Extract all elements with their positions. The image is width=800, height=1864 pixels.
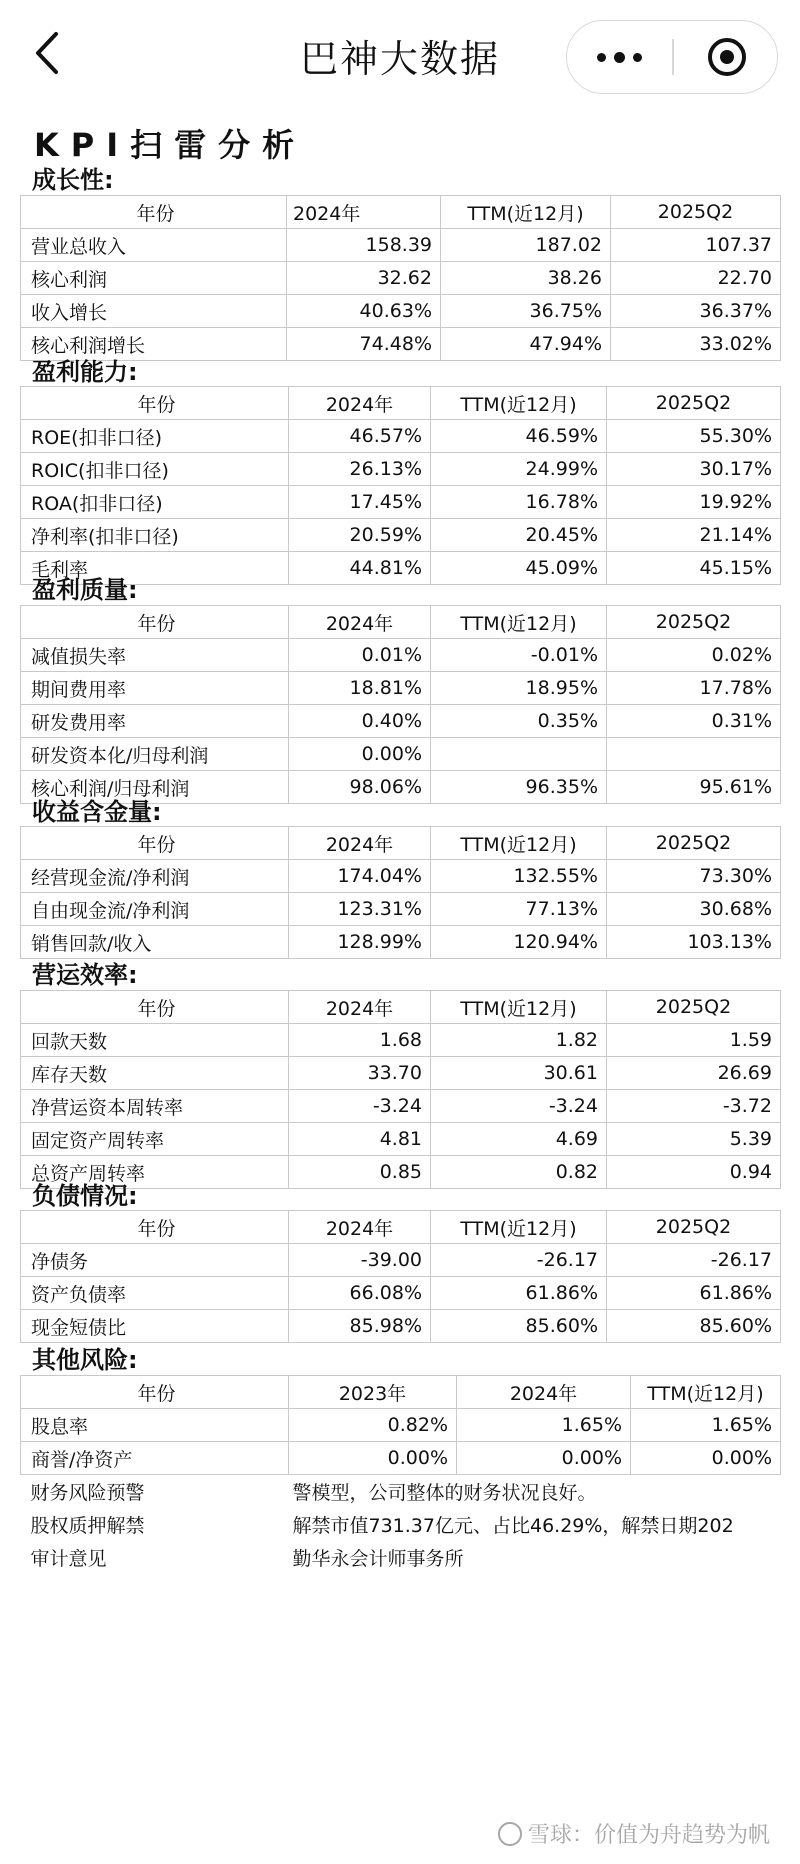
value-cell: 0.02% bbox=[607, 639, 781, 672]
row-label: 核心利润 bbox=[21, 262, 287, 295]
text-value-cell: 解禁市值731.37亿元、占比46.29%，解禁日期202 bbox=[292, 1514, 734, 1537]
value-cell: 17.78% bbox=[607, 672, 781, 705]
value-cell: 1.82 bbox=[431, 1024, 607, 1057]
row-label: 收入增长 bbox=[21, 295, 287, 328]
row-label: 固定资产周转率 bbox=[21, 1123, 289, 1156]
header-cell-period: 2025Q2 bbox=[611, 196, 781, 229]
value-cell: 0.85 bbox=[289, 1156, 431, 1189]
value-cell: 21.14% bbox=[607, 519, 781, 552]
header-cell-label: 年份 bbox=[21, 606, 289, 639]
value-cell: 120.94% bbox=[431, 926, 607, 959]
watermark bbox=[498, 1818, 770, 1849]
text-value-cell: 勤华永会计师事务所 bbox=[292, 1547, 464, 1570]
row-label: 核心利润/归母利润 bbox=[21, 771, 289, 804]
value-cell: -26.17 bbox=[431, 1244, 607, 1277]
page-title: KPI扫雷分析 bbox=[34, 126, 307, 164]
value-cell: 98.06% bbox=[289, 771, 431, 804]
value-cell: 66.08% bbox=[289, 1277, 431, 1310]
value-cell: -3.72 bbox=[607, 1090, 781, 1123]
table-cash bbox=[20, 826, 781, 959]
header-cell-period: TTM(近12月) bbox=[431, 991, 607, 1024]
value-cell: 0.35% bbox=[431, 705, 607, 738]
value-cell: 26.69 bbox=[607, 1057, 781, 1090]
value-cell: 5.39 bbox=[607, 1123, 781, 1156]
table-row bbox=[21, 295, 781, 328]
section-title-growth: 成长性: bbox=[32, 166, 114, 194]
table-row bbox=[21, 229, 781, 262]
header-cell-label: 年份 bbox=[21, 827, 289, 860]
value-cell: 0.00% bbox=[289, 1442, 457, 1475]
value-cell: 30.68% bbox=[607, 893, 781, 926]
row-label: 自由现金流/净利润 bbox=[21, 893, 289, 926]
table-row-text bbox=[21, 1475, 781, 1508]
more-dots-icon bbox=[597, 53, 606, 62]
row-label: 总资产周转率 bbox=[21, 1156, 289, 1189]
row-label: ROA(扣非口径) bbox=[21, 486, 289, 519]
value-cell: 128.99% bbox=[289, 926, 431, 959]
value-cell: 0.01% bbox=[289, 639, 431, 672]
table-row bbox=[21, 1123, 781, 1156]
more-button[interactable] bbox=[567, 21, 671, 93]
value-cell: 45.09% bbox=[431, 552, 607, 585]
more-dot-center bbox=[614, 52, 625, 63]
table-row bbox=[21, 262, 781, 295]
value-cell: 0.31% bbox=[607, 705, 781, 738]
table-row bbox=[21, 893, 781, 926]
value-cell: 96.35% bbox=[431, 771, 607, 804]
value-cell: 1.65% bbox=[457, 1409, 631, 1442]
value-cell bbox=[607, 738, 781, 771]
xueqiu-logo-icon bbox=[498, 1822, 522, 1846]
value-cell: 0.82% bbox=[289, 1409, 457, 1442]
table-header-row bbox=[21, 1376, 781, 1409]
header-cell-period: TTM(近12月) bbox=[441, 196, 611, 229]
header-cell-period: 2024年 bbox=[289, 606, 431, 639]
table-row bbox=[21, 1090, 781, 1123]
row-label: 回款天数 bbox=[21, 1024, 289, 1057]
table-row bbox=[21, 738, 781, 771]
row-label: 减值损失率 bbox=[21, 639, 289, 672]
row-label: 审计意见 bbox=[30, 1547, 107, 1570]
section-title-profitability: 盈利能力: bbox=[32, 358, 138, 386]
row-label: 财务风险预警 bbox=[30, 1481, 145, 1504]
row-label: 净利率(扣非口径) bbox=[21, 519, 289, 552]
table-row bbox=[21, 1024, 781, 1057]
section-title-cash: 收益含金量: bbox=[32, 798, 162, 826]
value-cell: 46.59% bbox=[431, 420, 607, 453]
value-cell: 33.70 bbox=[289, 1057, 431, 1090]
value-cell: 19.92% bbox=[607, 486, 781, 519]
value-cell: -26.17 bbox=[607, 1244, 781, 1277]
header-cell-period: TTM(近12月) bbox=[431, 606, 607, 639]
back-button[interactable] bbox=[30, 28, 70, 78]
value-cell: 36.37% bbox=[611, 295, 781, 328]
close-mini-program-button[interactable] bbox=[675, 21, 779, 93]
value-cell: 187.02 bbox=[441, 229, 611, 262]
row-label: 研发费用率 bbox=[21, 705, 289, 738]
value-cell: 1.68 bbox=[289, 1024, 431, 1057]
value-cell: 47.94% bbox=[441, 328, 611, 361]
table-quality bbox=[20, 605, 781, 804]
value-cell: 33.02% bbox=[611, 328, 781, 361]
header-cell-period: 2024年 bbox=[457, 1376, 631, 1409]
value-cell: 16.78% bbox=[431, 486, 607, 519]
value-cell: 45.15% bbox=[607, 552, 781, 585]
row-label: ROE(扣非口径) bbox=[21, 420, 289, 453]
row-label: 股息率 bbox=[21, 1409, 289, 1442]
capsule-divider bbox=[672, 39, 674, 75]
table-header-row bbox=[21, 827, 781, 860]
value-cell: 132.55% bbox=[431, 860, 607, 893]
value-cell: 32.62 bbox=[287, 262, 441, 295]
section-title-other: 其他风险: bbox=[32, 1346, 138, 1374]
table-row bbox=[21, 486, 781, 519]
header-cell-label: 年份 bbox=[21, 387, 289, 420]
header-cell-period: 2024年 bbox=[289, 991, 431, 1024]
value-cell: 4.81 bbox=[289, 1123, 431, 1156]
row-label: 现金短债比 bbox=[21, 1310, 289, 1343]
value-cell: 77.13% bbox=[431, 893, 607, 926]
value-cell: 0.82 bbox=[431, 1156, 607, 1189]
header-cell-period: TTM(近12月) bbox=[431, 387, 607, 420]
value-cell: 174.04% bbox=[289, 860, 431, 893]
value-cell: 44.81% bbox=[289, 552, 431, 585]
value-cell: 40.63% bbox=[287, 295, 441, 328]
table-row bbox=[21, 420, 781, 453]
header-cell-period: 2025Q2 bbox=[607, 1211, 781, 1244]
value-cell: 0.00% bbox=[289, 738, 431, 771]
table-row-text bbox=[21, 1541, 781, 1574]
value-cell: 85.60% bbox=[431, 1310, 607, 1343]
header-cell-period: 2024年 bbox=[289, 1211, 431, 1244]
header-cell-period: 2025Q2 bbox=[607, 827, 781, 860]
value-cell: 55.30% bbox=[607, 420, 781, 453]
row-label: 股权质押解禁 bbox=[30, 1514, 145, 1537]
value-cell: 0.00% bbox=[457, 1442, 631, 1475]
value-cell: 1.59 bbox=[607, 1024, 781, 1057]
value-cell: 18.95% bbox=[431, 672, 607, 705]
value-cell bbox=[431, 738, 607, 771]
row-label: 营业总收入 bbox=[21, 229, 287, 262]
table-header-row bbox=[21, 1211, 781, 1244]
header-cell-period: 2025Q2 bbox=[607, 606, 781, 639]
value-cell: 30.61 bbox=[431, 1057, 607, 1090]
value-cell: 123.31% bbox=[289, 893, 431, 926]
table-row bbox=[21, 1057, 781, 1090]
row-label: 净营运资本周转率 bbox=[21, 1090, 289, 1123]
section-title-quality: 盈利质量: bbox=[32, 576, 138, 604]
value-cell: 24.99% bbox=[431, 453, 607, 486]
header-cell-period: TTM(近12月) bbox=[431, 827, 607, 860]
row-label: 库存天数 bbox=[21, 1057, 289, 1090]
header-cell-period: 2023年 bbox=[289, 1376, 457, 1409]
more-dot-right bbox=[633, 53, 642, 62]
header-cell-period: TTM(近12月) bbox=[631, 1376, 781, 1409]
row-label: 资产负债率 bbox=[21, 1277, 289, 1310]
value-cell: 20.59% bbox=[289, 519, 431, 552]
table-profitability bbox=[20, 386, 781, 585]
table-efficiency bbox=[20, 990, 781, 1189]
app-title: 巴神大数据 bbox=[299, 37, 500, 81]
value-cell: -0.01% bbox=[431, 639, 607, 672]
value-cell: 61.86% bbox=[607, 1277, 781, 1310]
row-label: 销售回款/收入 bbox=[21, 926, 289, 959]
table-header-row bbox=[21, 606, 781, 639]
watermark-text: 雪球：价值为舟趋势为帆 bbox=[528, 1823, 771, 1848]
target-circle-icon bbox=[708, 38, 746, 76]
row-label: 毛利率 bbox=[21, 552, 289, 585]
table-row bbox=[21, 672, 781, 705]
table-row bbox=[21, 519, 781, 552]
row-label: 期间费用率 bbox=[21, 672, 289, 705]
header-cell-label: 年份 bbox=[21, 991, 289, 1024]
table-row bbox=[21, 1409, 781, 1442]
table-row-text bbox=[21, 1508, 781, 1541]
value-cell: 26.13% bbox=[289, 453, 431, 486]
value-cell: -3.24 bbox=[289, 1090, 431, 1123]
table-row bbox=[21, 639, 781, 672]
row-label: 核心利润增长 bbox=[21, 328, 287, 361]
row-label: ROIC(扣非口径) bbox=[21, 453, 289, 486]
header-cell-label: 年份 bbox=[21, 1376, 289, 1409]
value-cell: 158.39 bbox=[287, 229, 441, 262]
header-cell-label: 年份 bbox=[21, 196, 287, 229]
table-row bbox=[21, 705, 781, 738]
value-cell: 61.86% bbox=[431, 1277, 607, 1310]
value-cell: -3.24 bbox=[431, 1090, 607, 1123]
value-cell: 107.37 bbox=[611, 229, 781, 262]
value-cell: 36.75% bbox=[441, 295, 611, 328]
table-header-row bbox=[21, 196, 781, 229]
table-header-row bbox=[21, 387, 781, 420]
value-cell: 0.40% bbox=[289, 705, 431, 738]
text-value-cell: 警模型，公司整体的财务状况良好。 bbox=[292, 1481, 597, 1504]
value-cell: 46.57% bbox=[289, 420, 431, 453]
value-cell: 95.61% bbox=[607, 771, 781, 804]
table-header-row bbox=[21, 991, 781, 1024]
row-label: 经营现金流/净利润 bbox=[21, 860, 289, 893]
value-cell: 85.98% bbox=[289, 1310, 431, 1343]
header-cell-period: 2024年 bbox=[289, 827, 431, 860]
value-cell: 0.00% bbox=[631, 1442, 781, 1475]
header-cell-period: 2024年 bbox=[287, 196, 441, 229]
table-debt bbox=[20, 1210, 781, 1343]
table-row bbox=[21, 453, 781, 486]
table-other bbox=[20, 1375, 781, 1574]
table-row bbox=[21, 1310, 781, 1343]
row-label: 商誉/净资产 bbox=[21, 1442, 289, 1475]
value-cell: 74.48% bbox=[287, 328, 441, 361]
value-cell: 1.65% bbox=[631, 1409, 781, 1442]
value-cell: 4.69 bbox=[431, 1123, 607, 1156]
value-cell: 18.81% bbox=[289, 672, 431, 705]
table-row bbox=[21, 926, 781, 959]
value-cell: 85.60% bbox=[607, 1310, 781, 1343]
row-label: 净债务 bbox=[21, 1244, 289, 1277]
header-cell-period: TTM(近12月) bbox=[431, 1211, 607, 1244]
mini-program-capsule bbox=[566, 20, 778, 94]
header-cell-label: 年份 bbox=[21, 1211, 289, 1244]
top-nav-bar bbox=[0, 0, 800, 108]
value-cell: 103.13% bbox=[607, 926, 781, 959]
section-title-efficiency: 营运效率: bbox=[32, 961, 138, 989]
table-row bbox=[21, 1277, 781, 1310]
row-label: 研发资本化/归母利润 bbox=[21, 738, 289, 771]
header-cell-period: 2025Q2 bbox=[607, 387, 781, 420]
value-cell: -39.00 bbox=[289, 1244, 431, 1277]
table-row bbox=[21, 860, 781, 893]
value-cell: 0.94 bbox=[607, 1156, 781, 1189]
value-cell: 22.70 bbox=[611, 262, 781, 295]
table-growth bbox=[20, 195, 781, 361]
value-cell: 20.45% bbox=[431, 519, 607, 552]
value-cell: 73.30% bbox=[607, 860, 781, 893]
table-row bbox=[21, 1442, 781, 1475]
header-cell-period: 2025Q2 bbox=[607, 991, 781, 1024]
table-row bbox=[21, 1244, 781, 1277]
chevron-left-icon bbox=[30, 28, 70, 78]
value-cell: 38.26 bbox=[441, 262, 611, 295]
value-cell: 17.45% bbox=[289, 486, 431, 519]
section-title-debt: 负债情况: bbox=[32, 1182, 138, 1210]
value-cell: 30.17% bbox=[607, 453, 781, 486]
header-cell-period: 2024年 bbox=[289, 387, 431, 420]
